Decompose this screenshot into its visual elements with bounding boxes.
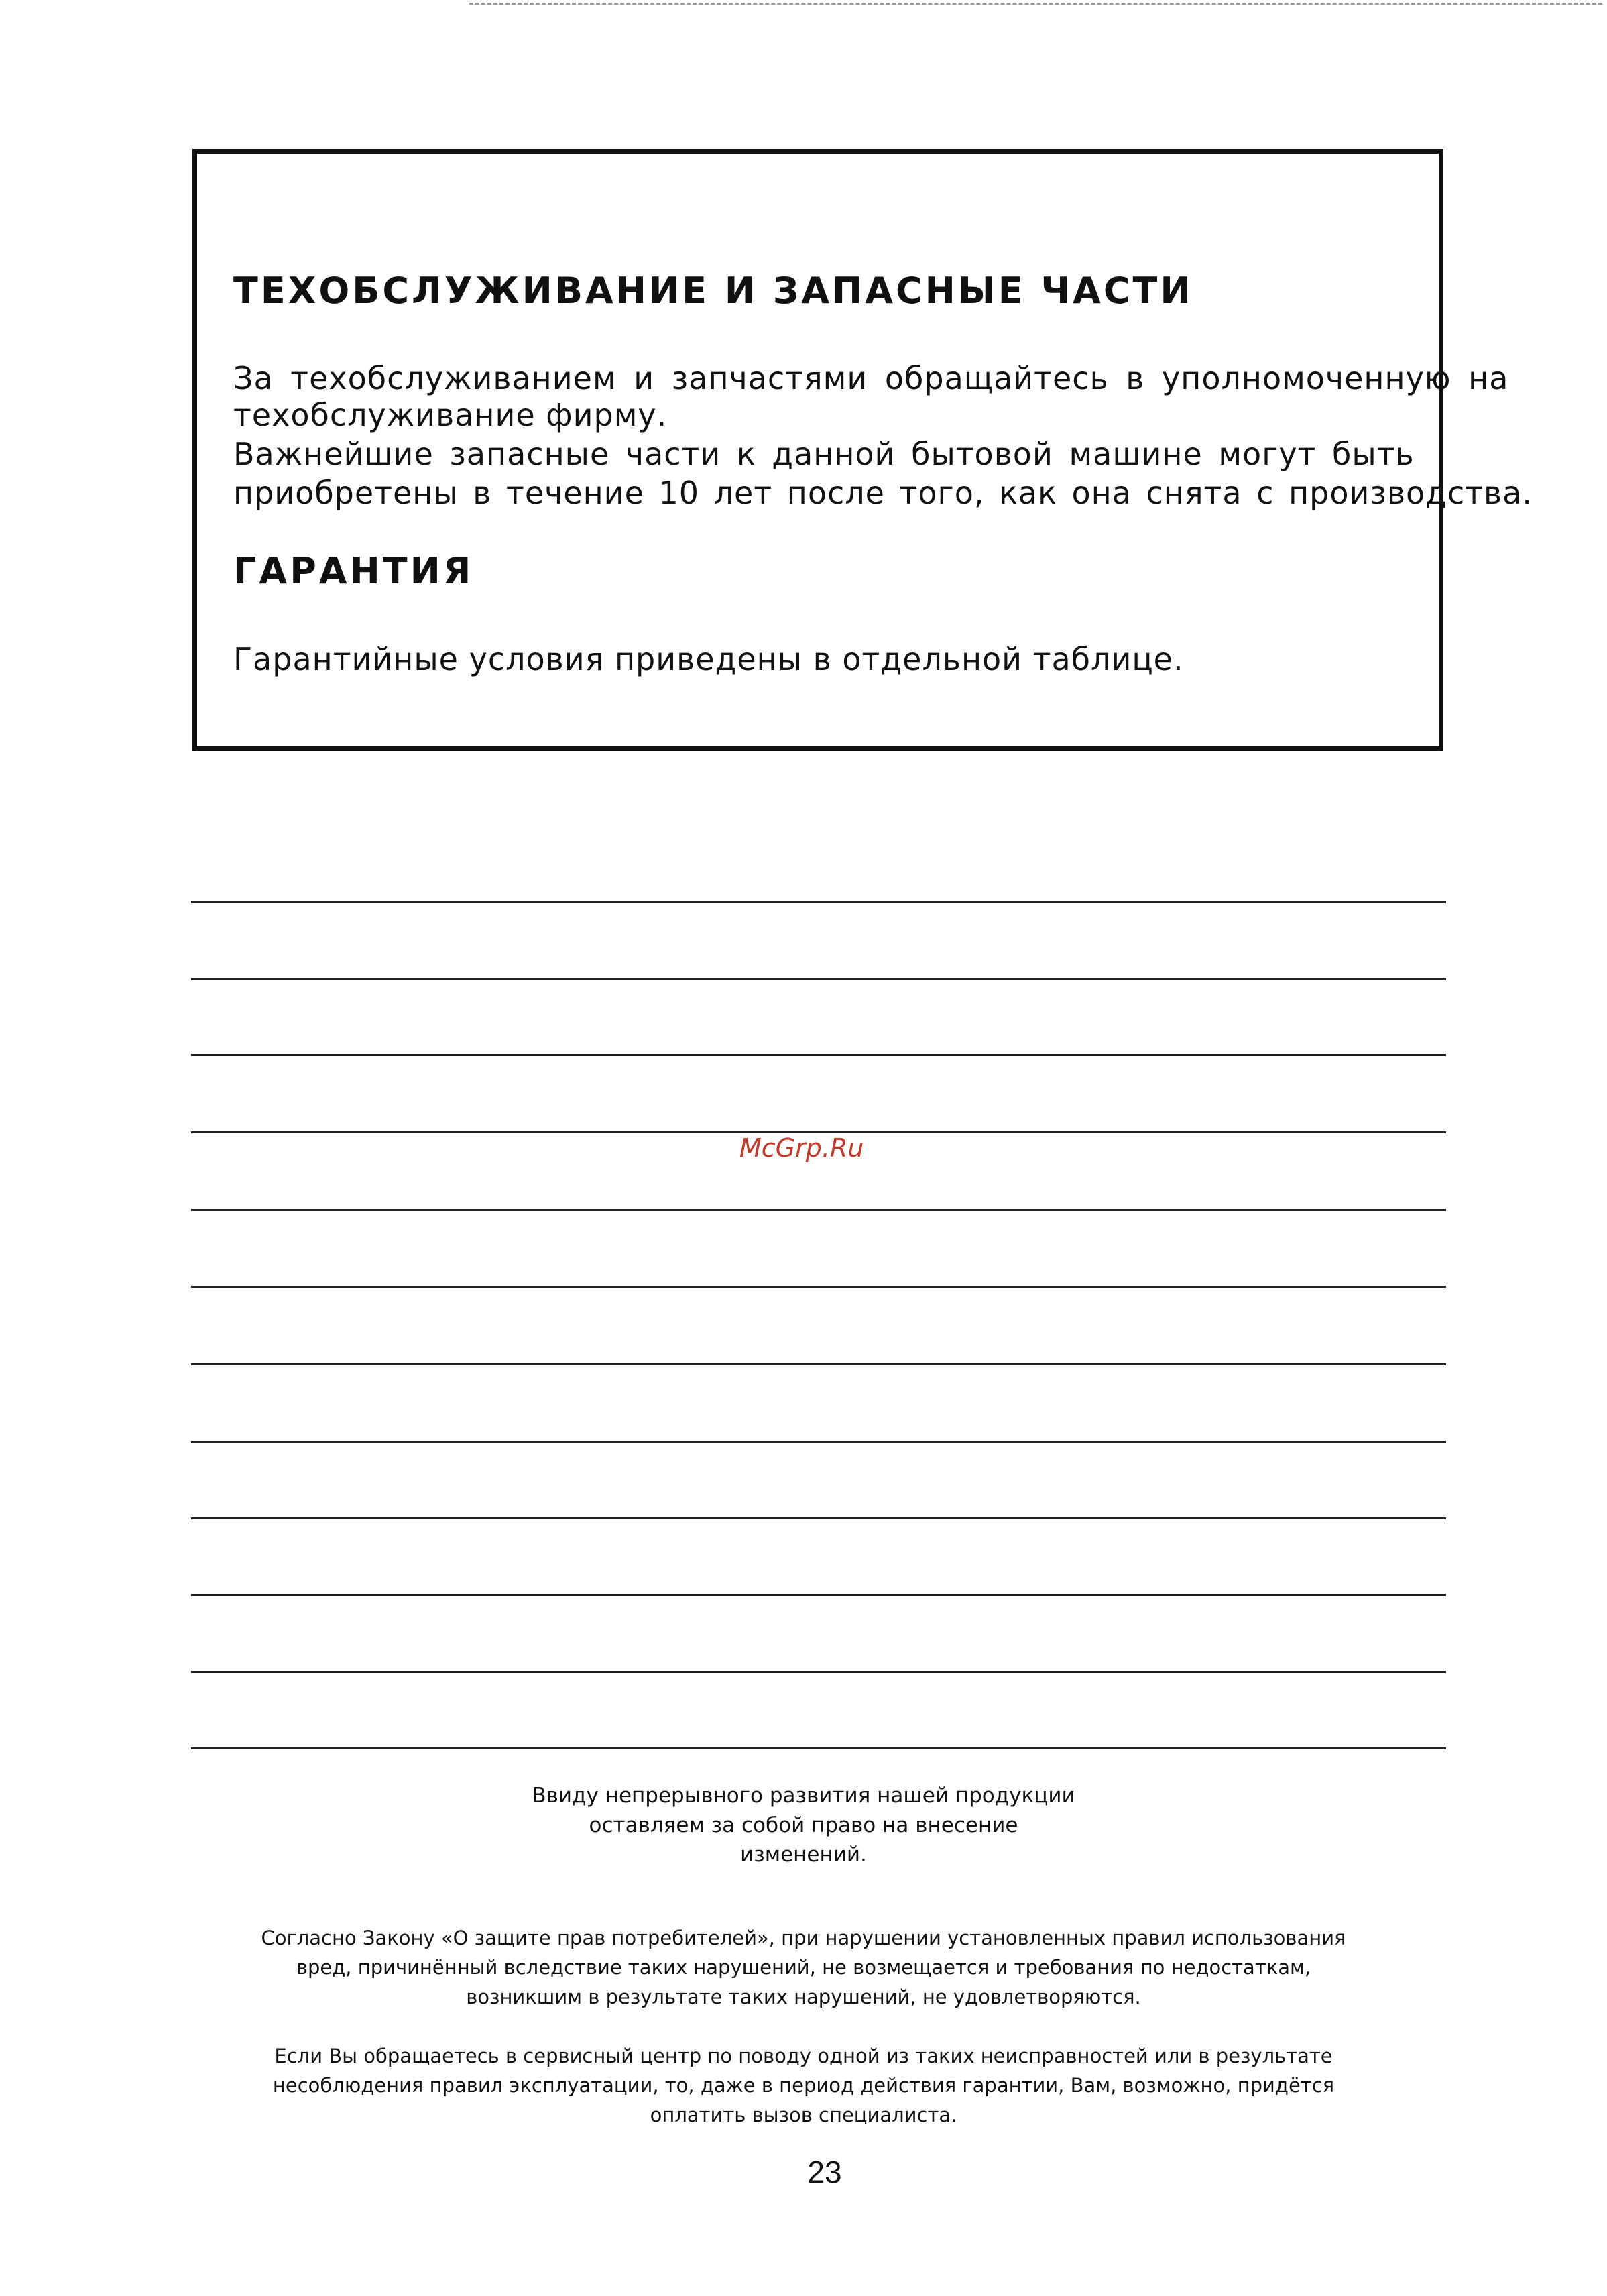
product-change-notice bbox=[0, 1781, 1607, 1870]
repair-line: Если Вы обращаетесь в сервисный центр по поводу одной из таких неисправностей или в результате bbox=[274, 2045, 1333, 2067]
warranty-heading: ГАРАНТИЯ bbox=[233, 550, 474, 592]
legal-line: Согласно Закону «О защите прав потребителей», при нарушении установленных правил использования bbox=[261, 1927, 1346, 1949]
service-text-line: техобслуживание фирму. bbox=[233, 397, 668, 433]
page-number: 23 bbox=[807, 2155, 842, 2189]
service-text-line: За техобслуживанием и запчастями обращайтесь в уполномоченную на bbox=[233, 360, 1509, 396]
note-line bbox=[191, 1363, 1446, 1365]
note-line bbox=[191, 901, 1446, 903]
legal-line: возникшим в результате таких нарушений, не удовлетворяются. bbox=[466, 1986, 1141, 2008]
service-text-line: приобретены в течение 10 лет после того, как она снята с производства. bbox=[233, 475, 1533, 511]
notice-line: Ввиду непрерывного развития нашей продукции bbox=[532, 1784, 1075, 1808]
watermark: McGrp.Ru bbox=[739, 1133, 864, 1163]
note-line bbox=[191, 1594, 1446, 1596]
repair-line: несоблюдения правил эксплуатации, то, даже в период действия гарантии, Вам, возможно, придётся bbox=[272, 2074, 1335, 2097]
note-line bbox=[191, 1054, 1446, 1056]
service-text-line: Важнейшие запасные части к данной бытовой машине могут быть bbox=[233, 436, 1415, 472]
notice-line: оставляем за собой право на внесение bbox=[589, 1813, 1018, 1837]
note-line bbox=[191, 978, 1446, 980]
legal-line: вред, причинённый вследствие таких нарушений, не возмещается и требования по недостаткам, bbox=[296, 1956, 1311, 1979]
note-line bbox=[191, 1671, 1446, 1673]
repair-line: оплатить вызов специалиста. bbox=[650, 2104, 957, 2126]
service-call-notice bbox=[0, 2041, 1607, 2130]
service-heading: ТЕХОБСЛУЖИВАНИЕ И ЗАПАСНЫЕ ЧАСТИ bbox=[233, 270, 1193, 312]
note-line bbox=[191, 1517, 1446, 1519]
consumer-law-notice bbox=[0, 1923, 1607, 2012]
note-line bbox=[191, 1209, 1446, 1211]
notice-line: изменений. bbox=[740, 1843, 867, 1867]
note-line bbox=[191, 1441, 1446, 1443]
note-line bbox=[191, 1747, 1446, 1749]
note-line bbox=[191, 1286, 1446, 1288]
warranty-text: Гарантийные условия приведены в отдельной таблице. bbox=[233, 641, 1184, 677]
